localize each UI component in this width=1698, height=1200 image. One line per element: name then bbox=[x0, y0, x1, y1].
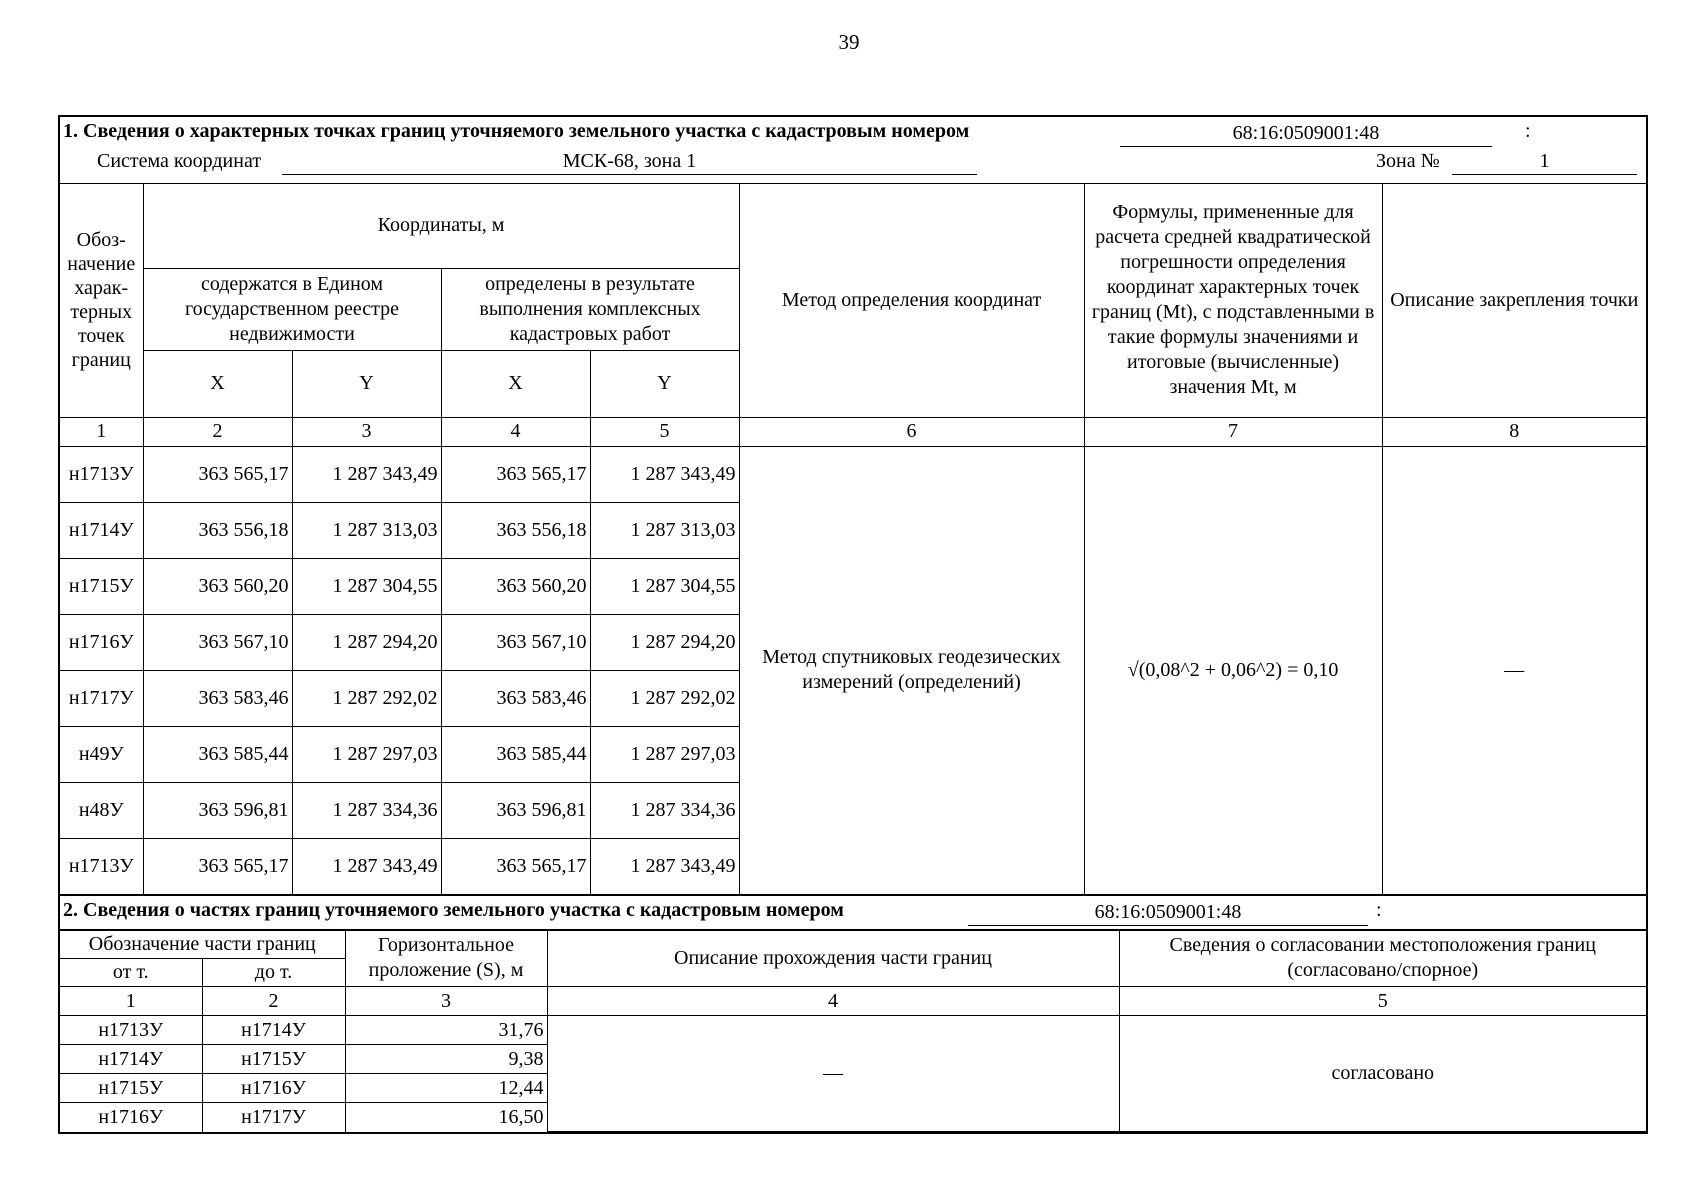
agreement-value: согласовано bbox=[1119, 1016, 1646, 1132]
header-formulas: Формулы, примененные для расчета средней квадратической погрешности определения координат характерных точек границ (Mt), с подставленными в такие формулы значениями и итоговые (вычисленные) значения Mt, м bbox=[1084, 183, 1382, 417]
y-determined: 1 287 294,20 bbox=[590, 614, 739, 670]
point-id: н1716У bbox=[60, 614, 143, 670]
cadastral-document bbox=[58, 115, 1648, 1134]
header-coordinates: Координаты, м bbox=[143, 183, 739, 268]
col-number: 8 bbox=[1382, 417, 1646, 446]
part-to: н1715У bbox=[202, 1045, 345, 1074]
header-y1: Y bbox=[292, 350, 441, 417]
x-determined: 363 565,17 bbox=[441, 446, 590, 502]
header-description: Описание прохождения части границ bbox=[547, 930, 1119, 987]
point-id: н1713У bbox=[60, 838, 143, 894]
y-determined: 1 287 297,03 bbox=[590, 726, 739, 782]
section2-title: 2. Сведения о частях границ уточняемого земельного участка с кадастровым номером bbox=[63, 898, 844, 921]
x-determined: 363 583,46 bbox=[441, 670, 590, 726]
y-registry: 1 287 313,03 bbox=[292, 502, 441, 558]
x-registry: 363 585,44 bbox=[143, 726, 292, 782]
y-determined: 1 287 343,49 bbox=[590, 838, 739, 894]
x-registry: 363 556,18 bbox=[143, 502, 292, 558]
y-registry: 1 287 294,20 bbox=[292, 614, 441, 670]
y-registry: 1 287 343,49 bbox=[292, 446, 441, 502]
parts-table bbox=[60, 929, 1646, 1132]
col-number: 6 bbox=[739, 417, 1084, 446]
y-registry: 1 287 304,55 bbox=[292, 558, 441, 614]
col-number: 1 bbox=[60, 417, 143, 446]
y-registry: 1 287 334,36 bbox=[292, 782, 441, 838]
col-number: 2 bbox=[202, 987, 345, 1016]
page-number: 39 bbox=[838, 30, 860, 54]
section1-header bbox=[60, 117, 1646, 184]
coord-system-label: Система координат bbox=[97, 150, 262, 172]
part-length: 9,38 bbox=[345, 1045, 547, 1074]
y-determined: 1 287 313,03 bbox=[590, 502, 739, 558]
point-id: н1714У bbox=[60, 502, 143, 558]
x-determined: 363 565,17 bbox=[441, 838, 590, 894]
header-fixing: Описание закрепления точки bbox=[1382, 183, 1646, 417]
header-part-designation: Обозначение части границ bbox=[60, 930, 345, 959]
part-from: н1714У bbox=[60, 1045, 202, 1074]
section1-cadastral-number: 68:16:0509001:48 bbox=[1120, 120, 1492, 147]
section2-header bbox=[60, 895, 1646, 931]
points-table bbox=[60, 183, 1646, 895]
part-length: 12,44 bbox=[345, 1074, 547, 1103]
x-registry: 363 596,81 bbox=[143, 782, 292, 838]
part-to: н1717У bbox=[202, 1103, 345, 1132]
col-number: 3 bbox=[345, 987, 547, 1016]
header-to: до т. bbox=[202, 959, 345, 987]
part-from: н1713У bbox=[60, 1016, 202, 1045]
part-length: 31,76 bbox=[345, 1016, 547, 1045]
section1-title: 1. Сведения о характерных точках границ уточняемого земельного участка с кадастровым номером bbox=[63, 120, 970, 142]
x-determined: 363 560,20 bbox=[441, 558, 590, 614]
y-determined: 1 287 292,02 bbox=[590, 670, 739, 726]
x-registry: 363 583,46 bbox=[143, 670, 292, 726]
col-number: 7 bbox=[1084, 417, 1382, 446]
col-number: 3 bbox=[292, 417, 441, 446]
y-registry: 1 287 297,03 bbox=[292, 726, 441, 782]
coord-system-value: МСК-68, зона 1 bbox=[282, 148, 977, 175]
y-determined: 1 287 343,49 bbox=[590, 446, 739, 502]
header-x2: X bbox=[441, 350, 590, 417]
header-from: от т. bbox=[60, 959, 202, 987]
x-determined: 363 585,44 bbox=[441, 726, 590, 782]
header-in-registry: содержатся в Едином государственном реестре недвижимости bbox=[143, 268, 441, 350]
method-value: Метод спутниковых геодезических измерений (определений) bbox=[739, 446, 1084, 894]
header-determined: определены в результате выполнения комплексных кадастровых работ bbox=[441, 268, 739, 350]
col-number: 5 bbox=[590, 417, 739, 446]
point-id: н1717У bbox=[60, 670, 143, 726]
table-row bbox=[60, 1016, 1646, 1045]
header-designation: Обоз-начение харак-терных точек границ bbox=[60, 183, 143, 417]
header-y2: Y bbox=[590, 350, 739, 417]
y-registry: 1 287 343,49 bbox=[292, 838, 441, 894]
table-row bbox=[60, 446, 1646, 502]
section2-cadastral-number: 68:16:0509001:48 bbox=[968, 899, 1368, 926]
header-method: Метод определения координат bbox=[739, 183, 1084, 417]
formula-value: √(0,08^2 + 0,06^2) = 0,10 bbox=[1084, 446, 1382, 894]
x-determined: 363 556,18 bbox=[441, 502, 590, 558]
col-number: 1 bbox=[60, 987, 202, 1016]
header-horizontal: Горизонтальное проложение (S), м bbox=[345, 930, 547, 987]
x-registry: 363 565,17 bbox=[143, 446, 292, 502]
zone-label: Зона № bbox=[1376, 150, 1440, 172]
point-id: н48У bbox=[60, 782, 143, 838]
fixing-value: — bbox=[1382, 446, 1646, 894]
part-from: н1716У bbox=[60, 1103, 202, 1132]
x-determined: 363 596,81 bbox=[441, 782, 590, 838]
col-number: 4 bbox=[441, 417, 590, 446]
zone-value: 1 bbox=[1452, 148, 1637, 175]
y-determined: 1 287 304,55 bbox=[590, 558, 739, 614]
header-x1: X bbox=[143, 350, 292, 417]
x-registry: 363 565,17 bbox=[143, 838, 292, 894]
col-number: 5 bbox=[1119, 987, 1646, 1016]
part-to: н1716У bbox=[202, 1074, 345, 1103]
x-registry: 363 567,10 bbox=[143, 614, 292, 670]
x-determined: 363 567,10 bbox=[441, 614, 590, 670]
section2-colon: : bbox=[1376, 898, 1382, 921]
part-to: н1714У bbox=[202, 1016, 345, 1045]
col-number: 4 bbox=[547, 987, 1119, 1016]
col-number: 2 bbox=[143, 417, 292, 446]
x-registry: 363 560,20 bbox=[143, 558, 292, 614]
part-length: 16,50 bbox=[345, 1103, 547, 1132]
y-registry: 1 287 292,02 bbox=[292, 670, 441, 726]
header-agreement: Сведения о согласовании местоположения границ (согласовано/спорное) bbox=[1119, 930, 1646, 987]
description-value: — bbox=[547, 1016, 1119, 1132]
point-id: н1715У bbox=[60, 558, 143, 614]
y-determined: 1 287 334,36 bbox=[590, 782, 739, 838]
point-id: н1713У bbox=[60, 446, 143, 502]
part-from: н1715У bbox=[60, 1074, 202, 1103]
point-id: н49У bbox=[60, 726, 143, 782]
section1-colon: : bbox=[1525, 120, 1531, 142]
